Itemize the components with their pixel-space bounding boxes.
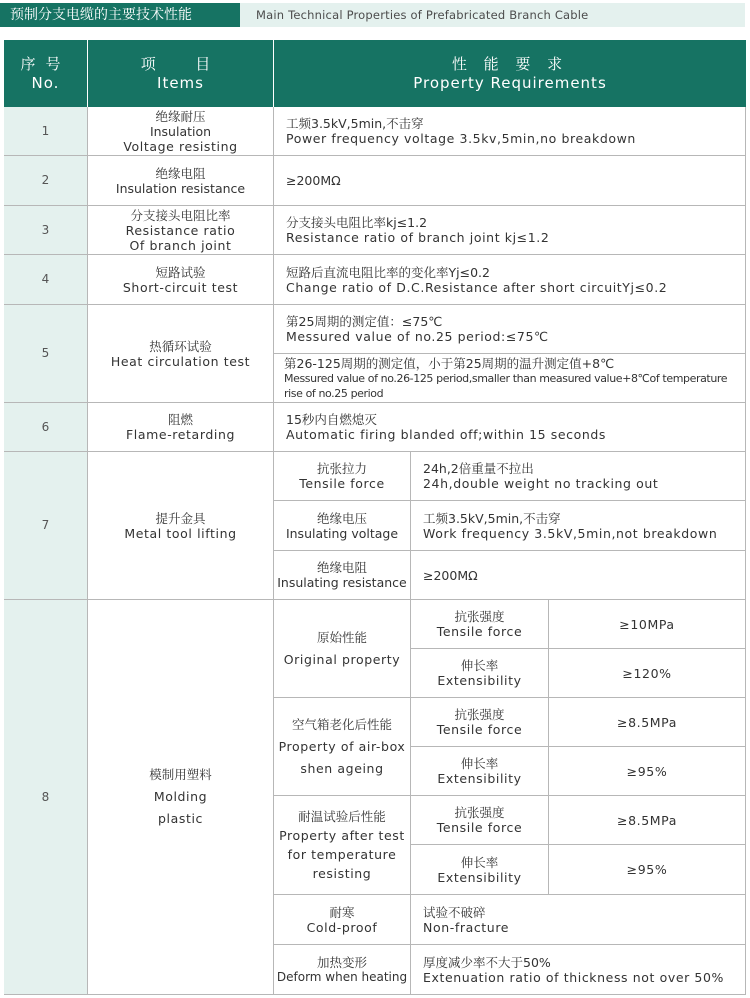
property-en: Extensibility	[437, 869, 522, 885]
req-cn: 工频3.5kV,5min,不击穿	[423, 510, 561, 526]
property-cn: 伸长率	[460, 854, 499, 870]
header-requirements	[274, 40, 746, 107]
row-number	[4, 255, 88, 305]
item-en: Flame-retarding	[126, 427, 235, 442]
property-cell	[411, 649, 549, 698]
item-cell	[88, 206, 274, 255]
req-cn: 试验不破碎	[423, 904, 486, 920]
req-cn: 15秒内自燃熄灭	[286, 412, 377, 427]
sub-item-cell	[274, 452, 411, 501]
header-items-en: Items	[157, 73, 204, 92]
item-cell	[88, 600, 274, 995]
item-en: plastic	[157, 811, 204, 826]
sub-item-en: Cold-proof	[306, 919, 378, 935]
req-en: Messured value of no.25 period:≤75℃	[286, 329, 549, 344]
row-number	[4, 452, 88, 600]
item-cell	[88, 107, 274, 156]
requirement-cell	[274, 206, 746, 255]
req-en: Change ratio of D.C.Resistance after short circuitYj≤0.2	[286, 279, 668, 295]
sub-item-cn: 空气箱老化后性能	[291, 716, 392, 732]
title-cn: 预制分支电缆的主要技术性能	[0, 3, 240, 27]
property-cn: 抗张强度	[454, 805, 505, 820]
properties-table	[4, 40, 746, 995]
item-cn: 模制用塑料	[149, 767, 212, 782]
sub-item-cell	[274, 945, 411, 995]
item-cn: 短路试验	[155, 264, 206, 280]
header-no-cn: 序号	[20, 54, 71, 73]
requirement-cell	[274, 156, 746, 206]
req-value: ≥200MΩ	[423, 567, 478, 583]
req-cn: 24h,2倍重量不拉出	[423, 461, 534, 476]
sub-item-en: Deform when heating	[276, 969, 408, 984]
value-text: ≥95%	[626, 763, 668, 779]
item-en: Molding	[153, 789, 208, 804]
sub-item-cell	[274, 895, 411, 945]
value-cell	[549, 845, 746, 895]
value-text: ≥10MPa	[619, 616, 675, 632]
property-cell	[411, 845, 549, 895]
requirement-cell	[274, 305, 746, 354]
row-number-text: 3	[41, 222, 50, 237]
property-en: Tensile force	[436, 820, 523, 835]
item-cn: 分支接头电阻比率	[130, 207, 231, 223]
value-text: ≥95%	[626, 862, 668, 877]
property-cn: 伸长率	[460, 756, 499, 771]
property-cell	[411, 747, 549, 796]
requirement-cell	[274, 255, 746, 305]
sub-item-en: shen ageing	[300, 760, 384, 776]
sub-item-en: Property after test	[279, 828, 405, 843]
value-text: ≥120%	[622, 665, 672, 681]
sub-item-en: Insulating resistance	[277, 575, 407, 590]
row-number-text: 1	[41, 123, 50, 138]
item-en: Of branch joint	[129, 237, 232, 253]
value-cell	[549, 747, 746, 796]
row-number-text: 5	[41, 346, 50, 360]
row-number-text: 8	[41, 789, 50, 804]
property-en: Tensile force	[436, 722, 523, 737]
req-cn: 工频3.5kV,5min,不击穿	[286, 116, 424, 131]
req-en: Automatic firing blanded off;within 15 seconds	[286, 427, 607, 442]
requirement-cell	[411, 945, 746, 995]
item-cn: 绝缘电阻	[155, 165, 206, 181]
item-en: Metal tool lifting	[124, 525, 237, 541]
value-cell	[549, 649, 746, 698]
row-number	[4, 600, 88, 995]
requirement-cell	[411, 895, 746, 945]
value-text: ≥8.5MPa	[617, 714, 677, 730]
req-cn: 分支接头电阻比率kj≤1.2	[286, 215, 428, 230]
value-cell	[549, 796, 746, 845]
req-cn: 第25周期的测定值：≤75℃	[286, 314, 443, 329]
sub-item-cell	[274, 698, 411, 796]
item-en: Short-circuit test	[122, 279, 239, 295]
row-number-text: 6	[41, 419, 50, 434]
header-no-en: No.	[31, 73, 60, 92]
row-number-text: 4	[41, 272, 50, 286]
property-en: Tensile force	[436, 624, 523, 639]
row-number	[4, 403, 88, 452]
sub-item-cn: 抗张拉力	[316, 461, 367, 476]
requirement-cell	[411, 551, 746, 600]
row-number-text: 7	[41, 518, 50, 532]
property-en: Extensibility	[437, 771, 522, 786]
sub-item-cn: 绝缘电阻	[316, 560, 367, 575]
item-cell	[88, 452, 274, 600]
header-req-en: Property Requirements	[413, 73, 607, 92]
item-cell	[88, 255, 274, 305]
sub-item-cell	[274, 796, 411, 895]
row-number	[4, 156, 88, 206]
requirement-cell	[274, 403, 746, 452]
item-en: Voltage resisting	[123, 138, 238, 154]
sub-item-en: Tensile force	[299, 476, 385, 491]
requirement-cell	[274, 107, 746, 156]
sub-item-cell	[274, 551, 411, 600]
row-number	[4, 305, 88, 403]
requirement-cell	[411, 452, 746, 501]
item-cn: 热循环试验	[149, 338, 212, 354]
req-cn: 第26-125周期的测定值，小于第25周期的温升测定值+8℃	[284, 355, 615, 371]
requirement-cell	[274, 354, 746, 403]
sub-item-en: Original property	[283, 651, 401, 667]
header-req-cn: 性 能 要 求	[451, 54, 569, 73]
title-en: Main Technical Properties of Prefabricated Branch Cable	[240, 3, 745, 27]
value-cell	[549, 698, 746, 747]
req-cn: 厚度减少率不大于50%	[423, 954, 551, 970]
sub-item-en: resisting	[312, 866, 372, 881]
item-cell	[88, 305, 274, 403]
property-cn: 抗张强度	[454, 609, 505, 624]
item-cn: 提升金具	[155, 510, 206, 526]
row-number	[4, 206, 88, 255]
value-cell	[549, 600, 746, 649]
item-en: Insulation	[149, 123, 212, 139]
item-en: Insulation resistance	[115, 180, 246, 196]
row-number	[4, 107, 88, 156]
req-en: Power frequency voltage 3.5kv,5min,no breakdown	[286, 131, 636, 146]
property-cn: 抗张强度	[454, 707, 505, 722]
sub-item-cn: 加热变形	[316, 954, 367, 970]
item-en: Heat circulation test	[110, 353, 251, 369]
req-cn: 短路后直流电阻比率的变化率Yj≤0.2	[286, 264, 490, 280]
header-items-cn: 项 目	[140, 54, 221, 73]
item-cn: 绝缘耐压	[155, 108, 206, 124]
sub-item-cell	[274, 600, 411, 698]
item-en: Resistance ratio	[125, 222, 236, 238]
item-cell	[88, 156, 274, 206]
item-cell	[88, 403, 274, 452]
req-en: Messured value of no.26-125 period,smaller than measured value+8℃of temperature rise of no.25 period	[284, 371, 728, 400]
property-cell	[411, 600, 549, 649]
req-en: Non-fracture	[423, 919, 510, 935]
req-en: Extenuation ratio of thickness not over 50%	[423, 969, 725, 985]
property-cn: 伸长率	[460, 658, 499, 673]
req-en: Resistance ratio of branch joint kj≤1.2	[286, 230, 550, 245]
sub-item-en: Insulating voltage	[285, 525, 399, 541]
req-en: Work frequency 3.5kV,5min,not breakdown	[423, 525, 718, 541]
requirement-cell	[411, 501, 746, 551]
value-text: ≥8.5MPa	[617, 812, 677, 828]
sub-item-en: Property of air-box	[278, 738, 406, 754]
header-no	[4, 40, 87, 107]
sub-item-cn: 耐寒	[329, 904, 355, 920]
sub-item-cell	[274, 501, 411, 551]
property-en: Extensibility	[437, 673, 522, 688]
sub-item-en: for temperature	[287, 847, 397, 862]
item-cn: 阻燃	[167, 412, 193, 427]
property-cell	[411, 698, 549, 747]
req-value: ≥200MΩ	[286, 173, 341, 188]
header-items	[88, 40, 273, 107]
property-cell	[411, 796, 549, 845]
sub-item-cn: 耐温试验后性能	[298, 809, 386, 824]
sub-item-cn: 绝缘电压	[316, 510, 367, 526]
sub-item-cn: 原始性能	[316, 629, 367, 645]
row-number-text: 2	[41, 173, 50, 187]
title-bar	[0, 0, 750, 30]
req-en: 24h,double weight no tracking out	[423, 476, 659, 491]
